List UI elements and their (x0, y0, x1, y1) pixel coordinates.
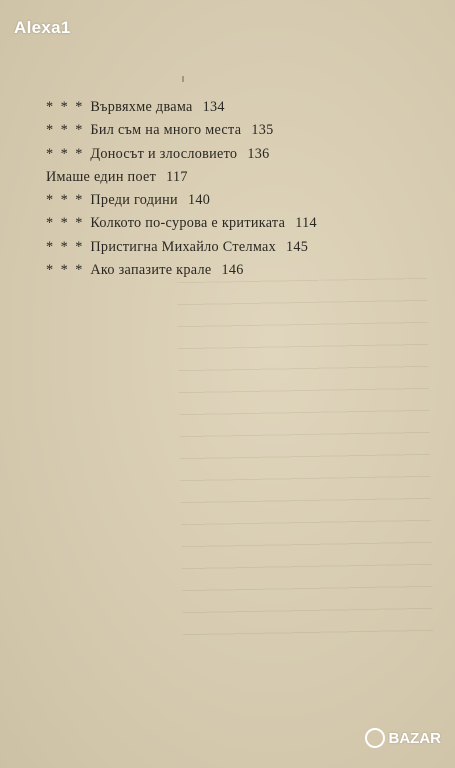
toc-title: Доносът и злословието (90, 145, 238, 162)
seller-watermark: Alexa1 (14, 18, 71, 37)
site-watermark (365, 728, 442, 748)
toc-page: 117 (166, 168, 188, 185)
toc-stars: * * * (46, 122, 85, 139)
table-of-contents (46, 96, 436, 282)
toc-entry (46, 143, 436, 166)
toc-title: Ако запазите крале (90, 262, 212, 279)
toc-stars: * * * (46, 262, 85, 279)
toc-page: 114 (295, 215, 317, 232)
toc-title: Пристигна Михайло Стелмах (90, 238, 277, 255)
toc-page: 135 (251, 122, 274, 139)
site-watermark-text: BAZAR (388, 729, 441, 747)
toc-stars: * * * (46, 215, 85, 232)
toc-stars: * * * (46, 99, 85, 115)
toc-page: 146 (221, 262, 244, 279)
page-mark (182, 76, 184, 82)
toc-title: Колкото по-сурова е критиката (90, 215, 286, 232)
toc-page: 145 (286, 238, 309, 255)
toc-title: Преди години (90, 192, 178, 209)
toc-entry (46, 166, 436, 189)
toc-page: 140 (187, 192, 211, 209)
toc-entry (46, 259, 436, 282)
logo-icon (365, 728, 385, 748)
toc-entry (46, 96, 436, 119)
toc-entry (46, 119, 436, 142)
toc-page: 134 (202, 99, 225, 115)
toc-entry (46, 189, 436, 212)
toc-entry (46, 212, 436, 235)
toc-page: 136 (247, 145, 270, 162)
show-through-text (177, 278, 433, 642)
toc-title: Имаше един поет (46, 168, 157, 185)
toc-title: Бил съм на много места (90, 122, 242, 139)
toc-stars: * * * (46, 192, 85, 209)
toc-stars: * * * (46, 145, 85, 162)
toc-stars: * * * (46, 238, 85, 255)
toc-title: Вървяхме двама (90, 99, 193, 115)
toc-entry (46, 236, 436, 259)
